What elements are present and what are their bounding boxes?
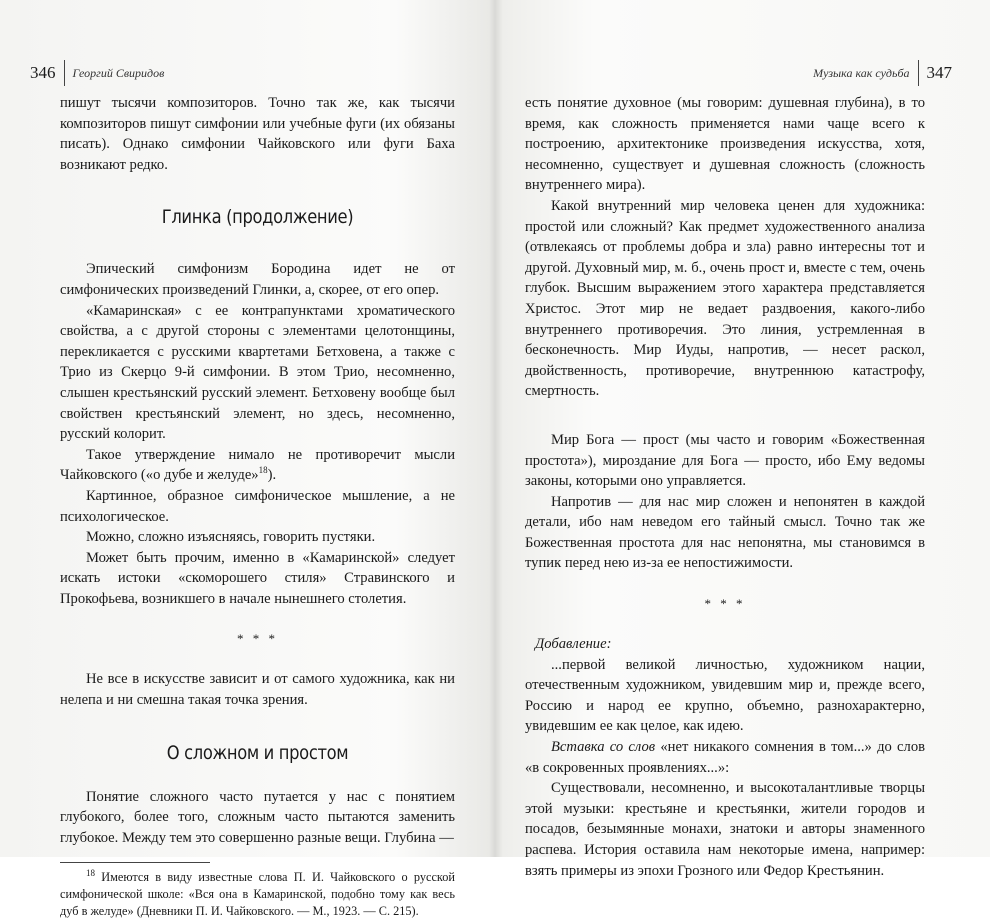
footnote-reference: 18 (258, 465, 268, 476)
footnote (60, 869, 455, 920)
addition-label: Добавление: (535, 636, 612, 653)
paragraph: Понятие сложного часто путается у нас с понятием глубокого, более того, сложным часто пытаются заменить глубокое. Между тем это совершенно разные вещи. Глубина — (60, 788, 455, 846)
insert-text: «нет никакого сомнения в том...» до слов «в сокровенных проявлениях...»: (525, 739, 926, 776)
paragraph: Напротив — для нас мир сложен и непонятен в каждой детали, ибо нам неведом его тайный смысл. Точно так же Божественная простота для нас непонятна, мы становимся в тупик перед нею из-за ее непостижимости. (525, 493, 925, 572)
section-heading-glinka: Глинка (продолжение) (161, 206, 354, 229)
paragraph: «Камаринская» с ее контрапунктами хроматического свойства, а с другой стороны с элементами целотонщины, перекликается с русскими квартетами Бетховена, а также с Трио из Скерцо 9-й симфонии. В этом Трио, несомненно, слышен крестьянский русский элемент. Бетховену вообще был свойствен крестьянский элемент, но здесь, несомненно, русский колорит. (60, 302, 455, 443)
footnote-text: Имеются в виду известные слова П. И. Чайковского о русской симфонической школе: «Вся она в Камаринской, подобно тому как весь дуб в желуде» (Дневники П. И. Чайковского. — М., 1923. — С. 215). (60, 870, 455, 919)
section-separator: * * * (704, 596, 746, 612)
paragraph: Может быть прочим, именно в «Камаринской» следует искать истоки «скоморошего стиля» Стравинского и Прокофьева, возникшего в начале нынешнего столетия. (60, 549, 455, 607)
section-separator: * * * (237, 631, 278, 647)
paragraph: Можно, сложно изъясняясь, говорить пустяки. (86, 529, 376, 546)
running-head-divider (918, 60, 919, 86)
footnote-divider (60, 862, 210, 863)
insert-label: Вставка со слов (551, 739, 656, 756)
section-heading-complex-simple: О сложном и простом (166, 741, 349, 764)
paragraph: Эпический симфонизм Бородина идет не от симфонических произведений Глинки, а, скорее, от его опер. (60, 261, 455, 298)
paragraph: ...первой великой личностью, художником нации, отечественным художником, увидевшим мир и, прежде всего, Россию и народ ее крупно, объемно, разнохарактерно, увидевшим ее как целое, как идею. (525, 656, 925, 735)
paragraph: Существовали, несомненно, и высокоталантливые творцы этой музыки: крестьяне и крестьянки, жители городов и посадов, безымянные монахи, знатоки и авторы знаменного распева. История оставила нам некоторые имена, например: взять примеры из эпохи Грозного или Федор Крестьянин. (525, 780, 925, 879)
paragraph: пишут тысячи композиторов. Точно так же, как тысячи композиторов пишут симфонии или учебные фуги (их обязаны писать). Однако симфонии Чайковского или фуги Баха возникают редко. (60, 95, 455, 173)
addition-label-line (525, 634, 925, 655)
paragraph: Какой внутренний мир человека ценен для художника: простой или сложный? Как предмет художественного анализа (отвлекаясь от проблемы добра и зла) равно интересны тот и другой. Духовный мир, м. б., очень прост и, вместе с тем, очень глубок. Высшим выражением этого характера представляется Христос. Этот мир не ведает раздвоения, какого-либо внутреннего противоречия. Это линия, устремленная в бесконечность. Мир Иуды, напротив, — несет раскол, двойственность, противоречие, внутреннюю катастрофу, смертность. (525, 197, 925, 400)
paragraph: Картинное, образное симфоническое мышление, а не психологическое. (60, 487, 455, 525)
paragraph: Мир Бога — прост (мы часто и говорим «Божественная простота»), мироздание для Бога — просто, ибо Ему ведомы законы, которыми оно управляется. (525, 431, 925, 490)
footnote-number: 18 (86, 868, 95, 879)
right-page (495, 0, 990, 879)
right-body (525, 93, 925, 881)
paragraph: есть понятие духовное (мы говорим: душевная глубина), в то время, как сложность применяется нами чаще всего к построению, архитектонике произведения искусства, хотя, несомненно, существует и душевная сложность (сложность внутреннего мира). (525, 95, 925, 194)
left-page-number: 346 (30, 63, 56, 82)
right-running-title: Музыка как судьба (813, 65, 910, 80)
running-head-divider (64, 60, 65, 86)
left-running-title: Георгий Свиридов (72, 65, 165, 80)
insert-note (525, 737, 925, 778)
right-page-number: 347 (926, 63, 952, 82)
left-page (0, 0, 495, 919)
right-running-head (813, 58, 952, 88)
paragraph-with-footnote-ref (60, 445, 455, 486)
paragraph-text: Такое утверждение нимало не противоречит мысли Чайковского («о дубе и желуде» (60, 446, 455, 484)
paragraph: Не все в искусстве зависит и от самого художника, как ни нелепа и ни смешна такая точка зрения. (60, 671, 455, 709)
left-body (60, 93, 455, 920)
paragraph-text-end: ). (267, 467, 277, 484)
left-running-head (30, 58, 164, 88)
